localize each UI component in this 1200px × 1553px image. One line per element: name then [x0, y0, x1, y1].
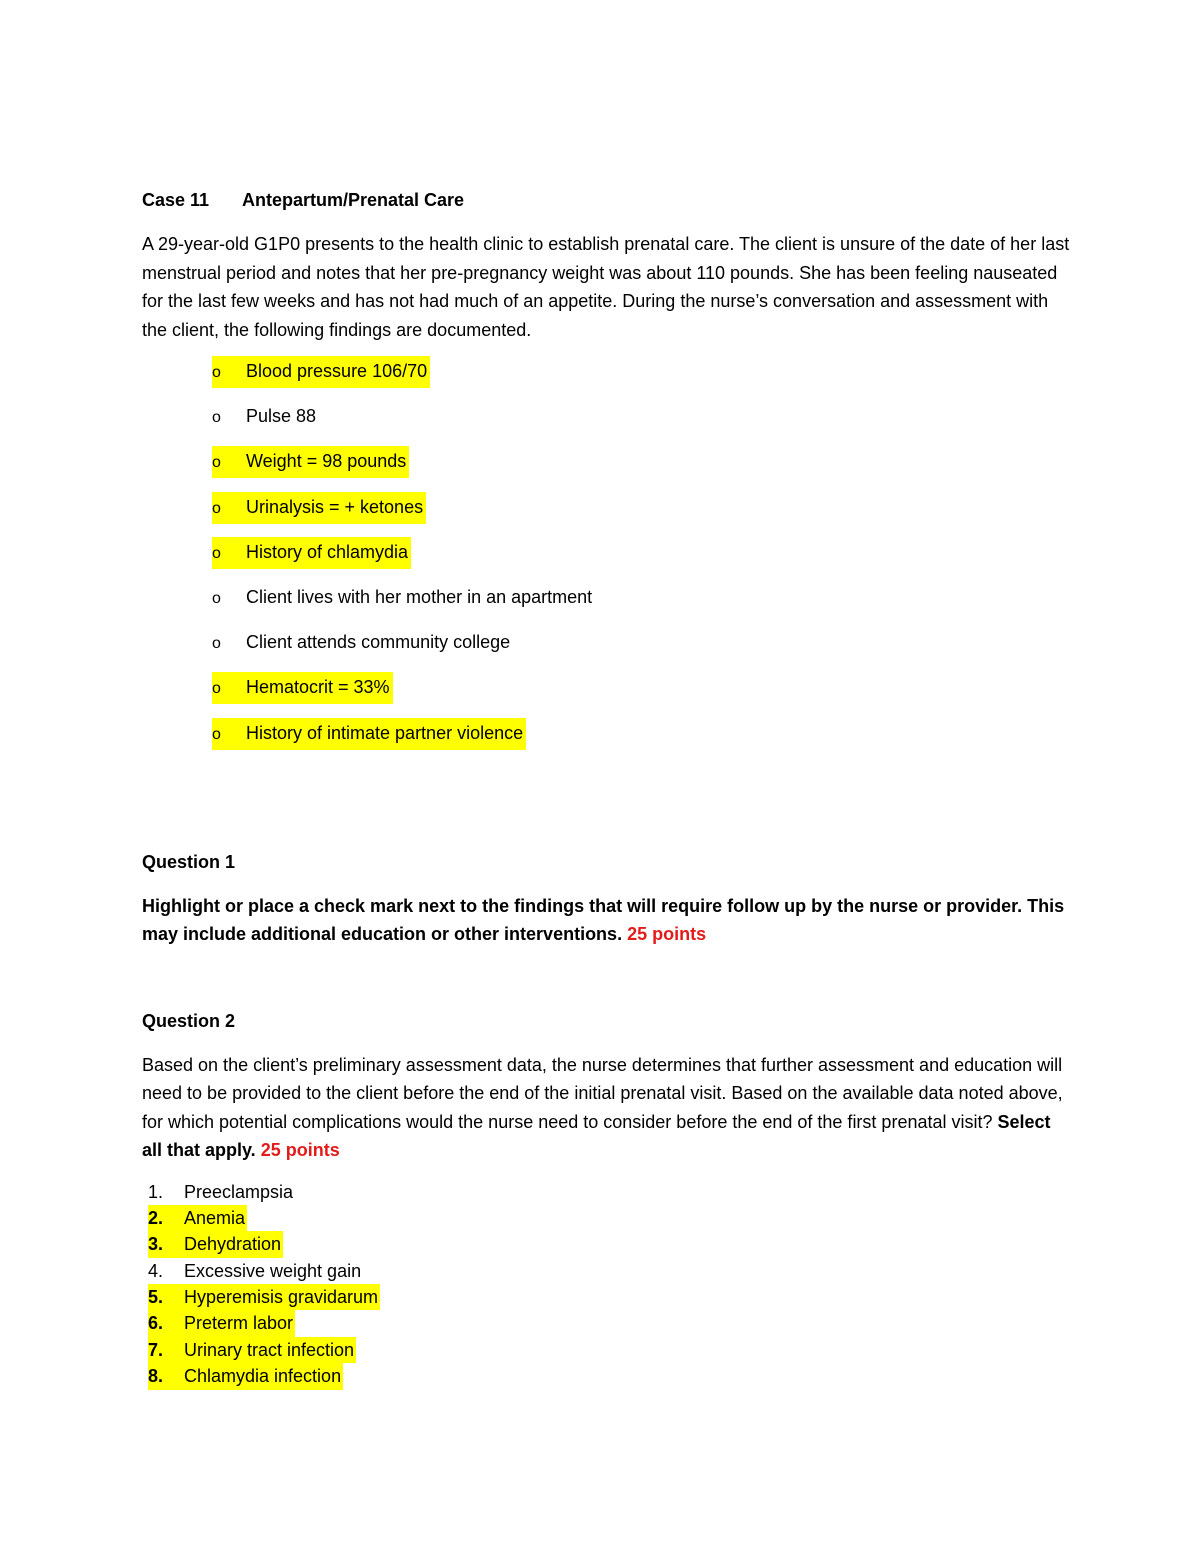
- question-2-prompt: Based on the client’s preliminary assessment data, the nurse determines that further assessment and education will need to be provided to the client before the end of the initial prenatal visit. Based on the available data noted above, for which potential complications would the nurse need to consider before the end of the first prenatal visit?: [142, 1054, 1063, 1132]
- case-heading: [142, 186, 1072, 214]
- question-2-text: [142, 1051, 1072, 1165]
- option-number: 7.: [148, 1339, 164, 1360]
- finding-item: [212, 537, 1072, 567]
- finding-text: Urinalysis = + ketones: [246, 496, 424, 517]
- option-text: Excessive weight gain: [184, 1260, 362, 1281]
- finding-text: History of chlamydia: [246, 541, 409, 562]
- option-item: [148, 1258, 1072, 1284]
- finding-text: Pulse 88: [246, 406, 317, 427]
- option-item: [148, 1179, 1072, 1205]
- bullet-mark: o: [212, 635, 221, 653]
- bullet-mark: o: [212, 725, 221, 743]
- case-number: Case 11: [142, 190, 210, 210]
- option-text: Urinary tract infection: [184, 1339, 355, 1360]
- findings-list: [142, 356, 1072, 748]
- option-text: Anemia: [184, 1207, 246, 1228]
- option-item: [148, 1284, 1072, 1310]
- option-number: 2.: [148, 1207, 164, 1228]
- option-item: [148, 1310, 1072, 1336]
- bullet-mark: o: [212, 544, 221, 562]
- finding-item: [212, 582, 1072, 612]
- finding-item: [212, 356, 1072, 386]
- option-text: Dehydration: [184, 1234, 282, 1255]
- finding-text: Client attends community college: [246, 632, 511, 653]
- bullet-mark: o: [212, 680, 221, 698]
- case-intro: A 29-year-old G1P0 presents to the health clinic to establish prenatal care. The client is unsure of the date of her last menstrual period and notes that her pre-pregnancy weight was about 110 pounds. She has been feeling nauseated for the last few weeks and has not had much of an appetite. During the nurse’s conversation and assessment with the client, the following findings are documented.: [142, 234, 1070, 340]
- option-number: 5.: [148, 1287, 164, 1308]
- finding-text: Weight = 98 pounds: [246, 451, 407, 472]
- option-number: 1.: [148, 1181, 164, 1202]
- bullet-mark: o: [212, 454, 221, 472]
- question-2-title: Question 2: [142, 1010, 236, 1031]
- finding-item: [212, 401, 1072, 431]
- finding-text: Hematocrit = 33%: [246, 677, 390, 698]
- option-number: 8.: [148, 1366, 164, 1387]
- bullet-mark: o: [212, 589, 221, 607]
- finding-item: [212, 492, 1072, 522]
- option-text: Preeclampsia: [184, 1181, 294, 1202]
- question-2-points: 25 points: [260, 1140, 340, 1160]
- finding-item: [212, 718, 1072, 748]
- document-page: [142, 186, 1072, 1390]
- options-list: [142, 1179, 1072, 1390]
- finding-text: Client lives with her mother in an apartment: [246, 586, 593, 607]
- option-item: [148, 1337, 1072, 1363]
- finding-item: [212, 627, 1072, 657]
- option-number: 4.: [148, 1260, 164, 1281]
- finding-item: [212, 446, 1072, 476]
- option-text: Hyperemisis gravidarum: [184, 1287, 379, 1308]
- bullet-mark: o: [212, 499, 221, 517]
- bullet-mark: o: [212, 409, 221, 427]
- question-1-title: Question 1: [142, 851, 236, 872]
- question-1-text: [142, 892, 1072, 949]
- option-number: 6.: [148, 1313, 164, 1334]
- option-item: [148, 1231, 1072, 1257]
- bullet-mark: o: [212, 364, 221, 381]
- case-title: Antepartum/Prenatal Care: [242, 190, 465, 210]
- option-text: Preterm labor: [184, 1313, 294, 1334]
- question-1-prompt: Highlight or place a check mark next to the findings that will require follow up by the nurse or provider. This may include additional education or other interventions.: [142, 895, 1065, 944]
- question-1-points: 25 points: [627, 924, 707, 944]
- finding-item: [212, 672, 1072, 702]
- option-item: [148, 1205, 1072, 1231]
- finding-text: History of intimate partner violence: [246, 722, 524, 743]
- finding-text: Blood pressure 106/70: [246, 361, 428, 381]
- option-item: [148, 1363, 1072, 1389]
- option-number: 3.: [148, 1234, 164, 1255]
- option-text: Chlamydia infection: [184, 1366, 342, 1387]
- question-2-instruction: Select all that apply.: [142, 1111, 1051, 1160]
